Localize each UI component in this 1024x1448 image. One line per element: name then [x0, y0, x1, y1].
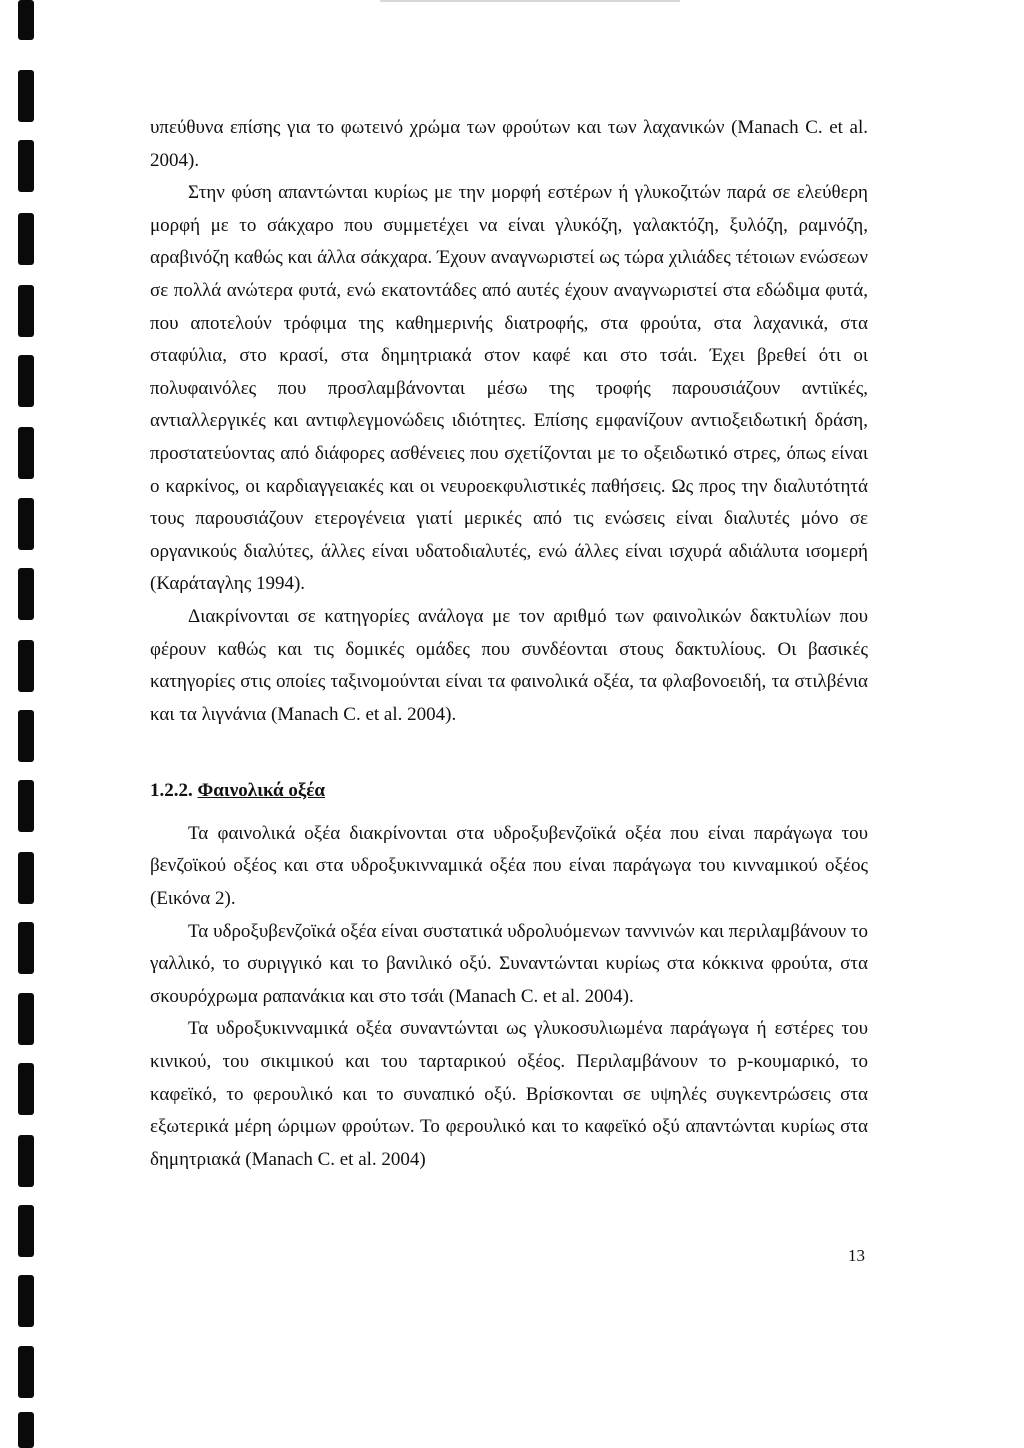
- binding-hole: [18, 993, 34, 1045]
- binding-hole: [18, 70, 34, 122]
- binding-hole: [18, 1412, 34, 1448]
- paragraph-phenolic-acids: Τα φαινολικά οξέα διακρίνονται στα υδροξυβενζοϊκά οξέα που είναι παράγωγα του βενζοϊκού οξέος και στα υδροξυκινναμικά οξέα που είναι παράγωγα του κινναμικού οξέος (Εικόνα 2).: [150, 822, 868, 910]
- binding-hole: [18, 0, 34, 40]
- binding-hole: [18, 213, 34, 265]
- binding-hole: [18, 285, 34, 337]
- paragraph-categories: Διακρίνονται σε κατηγορίες ανάλογα με τον αριθμό των φαινολικών δακτυλίων που φέρουν καθώς και τις δομικές ομάδες που συνδέονται στους δακτυλίους. Οι βασικές κατηγορίες στις οποίες ταξινομούνται είναι τα φαινολικά οξέα, τα φλαβονοειδή, τα στιλβένια και τα λιγνάνια (Manach C. et al. 2004).: [150, 605, 868, 725]
- binding-hole: [18, 922, 34, 974]
- binding-hole: [18, 498, 34, 550]
- binding-hole: [18, 640, 34, 692]
- section-number: 1.2.2.: [150, 780, 193, 802]
- binding-hole: [18, 568, 34, 620]
- paragraph-continuation: υπεύθυνα επίσης για το φωτεινό χρώμα των φρούτων και των λαχανικών (Manach C. et al. 2004).: [150, 117, 868, 171]
- binding-hole: [18, 1275, 34, 1327]
- binding-hole: [18, 1135, 34, 1187]
- binding-holes: [0, 0, 40, 1448]
- binding-hole: [18, 427, 34, 479]
- binding-hole: [18, 140, 34, 192]
- binding-hole: [18, 780, 34, 832]
- section-heading: [150, 775, 868, 808]
- binding-hole: [18, 1063, 34, 1115]
- binding-hole: [18, 1346, 34, 1398]
- binding-hole: [18, 852, 34, 904]
- section-title: Φαινολικά οξέα: [197, 780, 326, 802]
- scan-top-edge: [380, 0, 680, 2]
- page-number: 13: [848, 1246, 865, 1265]
- binding-hole: [18, 1205, 34, 1257]
- paragraph-occurrence: Στην φύση απαντώνται κυρίως με την μορφή εστέρων ή γλυκοζιτών παρά σε ελεύθερη μορφή με το σάκχαρο που συμμετέχει να είναι γλυκόζη, γαλακτόζη, ξυλόζη, ραμνόζη, αραβινόζη καθώς και άλλα σάκχαρα. Έχουν αναγνωριστεί ως τώρα χιλιάδες τέτοιων ενώσεων σε πολλά ανώτερα φυτά, ενώ εκατοντάδες από αυτές έχουν αναγνωριστεί στα εδώδιμα φυτά, που αποτελούν τρόφιμα της καθημερινής διατροφής, στα φρούτα, στα λαχανικά, στα σταφύλια, στο κρασί, στα δημητριακά στον καφέ και στο τσάι. Έχει βρεθεί ότι οι πολυφαινόλες που προσλαμβάνονται μέσω της τροφής παρουσιάζουν αντιϊκές, αντιαλλεργικές και αντιφλεγμονώδεις ιδιότητες. Επίσης εμφανίζουν αντιοξειδωτική δράση, προστατεύοντας από διάφορες ασθένειες που σχετίζονται με το οξειδωτικό στρες, όπως είναι ο καρκίνος, οι καρδιαγγειακές και οι νευροεκφυλιστικές παθήσεις. Ως προς την διαλυτότητά τους παρουσιάζουν ετερογένεια γιατί μερικές από τις ενώσεις είναι διαλυτές μόνο σε οργανικούς διαλύτες, άλλες είναι υδατοδιαλυτές, ενώ άλλες είναι ισχυρά αδιάλυτα ισομερή (Καράταγλης 1994).: [150, 182, 868, 595]
- binding-hole: [18, 710, 34, 762]
- binding-hole: [18, 355, 34, 407]
- paragraph-hydroxybenzoic: Τα υδροξυβενζοϊκά οξέα είναι συστατικά υδρολυόμενων ταννινών και περιλαμβάνουν το γαλλικό, το συριγγικό και το βανιλικό οξύ. Συναντώνται κυρίως στα κόκκινα φρούτα, στα σκουρόχρωμα ραπανάκια και στο τσάι (Manach C. et al. 2004).: [150, 920, 868, 1007]
- paragraph-hydroxycinnamic: Τα υδροξυκινναμικά οξέα συναντώνται ως γλυκοσυλιωμένα παράγωγα ή εστέρες του κινικού, του σικιμικού και του ταρταρικού οξέος. Περιλαμβάνουν το p-κουμαρικό, το καφεϊκό, το φερουλικό και το συναπικό οξύ. Βρίσκονται σε υψηλές συγκεντρώσεις στα εξωτερικά μέρη ώριμων φρούτων. Το φερουλικό και το καφεϊκό οξύ απαντώνται κυρίως στα δημητριακά (Manach C. et al. 2004): [150, 1018, 868, 1170]
- document-page: [150, 112, 868, 1176]
